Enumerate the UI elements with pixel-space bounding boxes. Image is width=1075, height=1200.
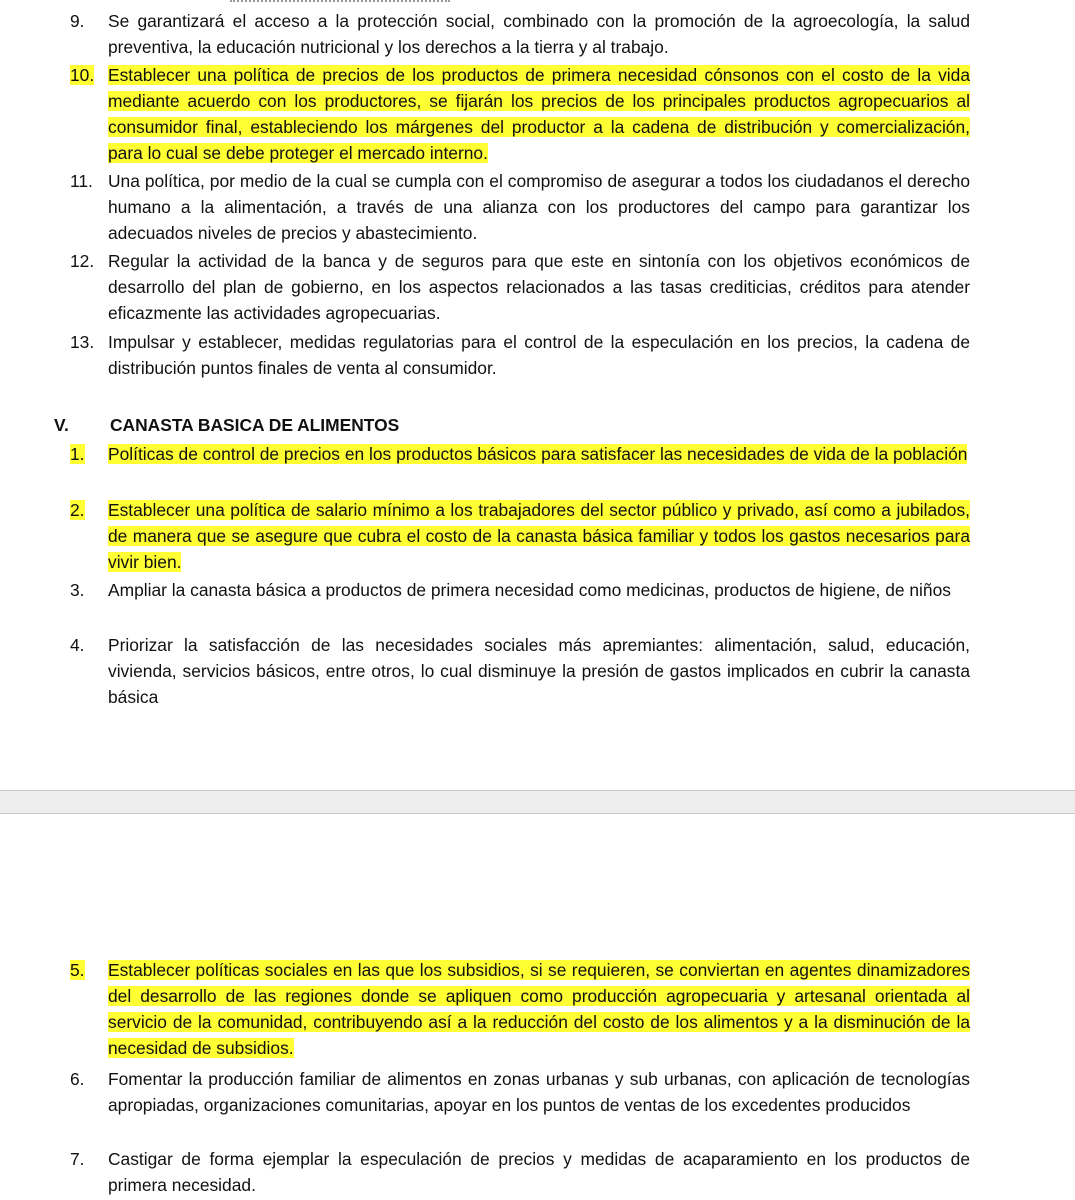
section-item-7 — [70, 1146, 970, 1198]
list-text-highlighted: Establecer políticas sociales en las que los subsidios, si se requieren, se conviertan en agentes dinamizadores del desarrollo de las regiones donde se apliquen como producción agropecuaria y artesanal orientada al servicio de la comunidad, contribuyendo así a la reducción del costo de los alimentos y a la disminución de la necesidad de subsidios. — [108, 960, 970, 1058]
section-item-2 — [70, 497, 970, 575]
section-item-1 — [70, 441, 970, 467]
list-text: Regular la actividad de la banca y de seguros para que este en sintonía con los objetivos económicos de desarrollo del plan de gobierno, en los aspectos relacionados a las tasas crediticias, créditos para atender eficazmente las actividades agropecuarias. — [108, 251, 970, 323]
list-number: 1. — [70, 444, 85, 464]
list-number: 2. — [70, 500, 85, 520]
list-text: Se garantizará el acceso a la protección social, combinado con la promoción de la agroecología, la salud preventiva, la educación nutricional y los derechos a la tierra y al trabajo. — [108, 11, 970, 57]
list-text-highlighted: Establecer una política de salario mínimo a los trabajadores del sector público y privado, así como a jubilados, de manera que se asegure que cubra el costo de la canasta básica familiar y todos los gastos necesarios para vivir bien. — [108, 500, 970, 572]
list-number: 12. — [70, 251, 95, 271]
section-item-4 — [70, 632, 970, 710]
list-number: 4. — [70, 635, 85, 655]
list-item-12 — [70, 248, 970, 326]
page-break — [0, 790, 1075, 814]
section-numeral: V. — [54, 415, 69, 435]
list-item-11 — [70, 168, 970, 246]
list-number: 5. — [70, 960, 85, 980]
list-number: 13. — [70, 332, 95, 352]
list-text: Castigar de forma ejemplar la especulación de precios y medidas de acaparamiento en los productos de primera necesidad. — [108, 1149, 970, 1195]
list-number: 6. — [70, 1069, 85, 1089]
list-text: Impulsar y establecer, medidas regulatorias para el control de la especulación en los precios, la cadena de distribución puntos finales de venta al consumidor. — [108, 332, 970, 378]
list-text-highlighted: Políticas de control de precios en los productos básicos para satisfacer las necesidades de vida de la población — [108, 444, 968, 464]
list-number: 11. — [70, 171, 93, 191]
section-item-5 — [70, 957, 970, 1061]
list-number: 9. — [70, 11, 85, 31]
document-page-bottom — [0, 814, 1075, 1200]
list-number: 3. — [70, 580, 85, 600]
section-item-3 — [70, 577, 970, 603]
list-item-10 — [70, 62, 970, 166]
list-item-13 — [70, 329, 970, 381]
cropped-text-fragment — [230, 0, 450, 2]
list-text: Fomentar la producción familiar de alimentos en zonas urbanas y sub urbanas, con aplicación de tecnologías apropiadas, organizaciones comunitarias, apoyar en los puntos de ventas de los excedentes producidos — [108, 1069, 970, 1115]
section-title: CANASTA BASICA DE ALIMENTOS — [110, 415, 400, 435]
list-number: 7. — [70, 1149, 85, 1169]
section-item-6 — [70, 1066, 970, 1118]
list-text-highlighted: Establecer una política de precios de los productos de primera necesidad cónsonos con el costo de la vida mediante acuerdo con los productores, se fijarán los precios de los principales productos agropecuarios al consumidor final, estableciendo los márgenes del productor a la cadena de distribución y comercialización, para lo cual se debe proteger el mercado interno. — [108, 65, 970, 163]
list-text: Ampliar la canasta básica a productos de primera necesidad como medicinas, productos de higiene, de niños — [108, 580, 951, 600]
list-text: Priorizar la satisfacción de las necesidades sociales más apremiantes: alimentación, salud, educación, vivienda, servicios básicos, entre otros, lo cual disminuye la presión de gastos implicados en cubrir la canasta básica — [108, 635, 970, 707]
section-heading — [54, 412, 954, 438]
list-number: 10. — [70, 65, 95, 85]
list-item-9 — [70, 8, 970, 60]
list-text: Una política, por medio de la cual se cumpla con el compromiso de asegurar a todos los ciudadanos el derecho humano a la alimentación, a través de una alianza con los productores del campo para garantizar los adecuados niveles de precios y abastecimiento. — [108, 171, 970, 243]
